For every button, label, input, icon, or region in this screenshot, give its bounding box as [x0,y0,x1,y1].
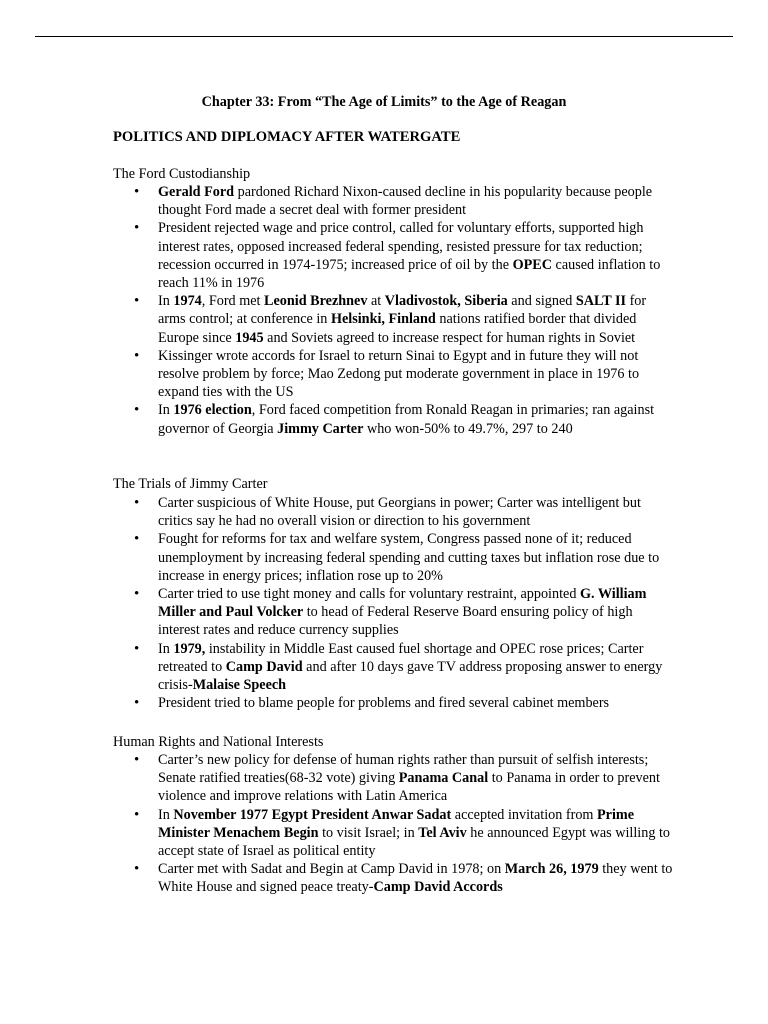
bullet-list-human-rights [113,751,673,897]
bullet-item [113,751,673,806]
bold-text: Jimmy Carter [277,420,364,437]
bullet-item [113,219,673,292]
bold-text: 1974 [173,293,202,310]
body-text: Carter met with Sadat and Begin at Camp David in 1978; on [158,861,505,878]
body-text: he announced Egypt was willing to accept state of Israel as political entity [158,824,671,860]
bold-text: Panama Canal [398,770,489,787]
bold-text: Helsinki, Finland [330,311,436,328]
body-text: and signed [507,293,576,310]
body-text: at [367,293,385,310]
body-text: Carter tried to use tight money and calls for voluntary restraint, appointed [158,586,580,603]
body-text: to Panama in order to prevent violence and improve relations with Latin America [158,770,660,805]
bold-text: Camp David [225,658,303,675]
bold-text: 1945 [235,329,264,346]
body-text: to visit Israel; in [318,824,419,841]
bold-text: Leonid Brezhnev [264,293,368,310]
body-text: In [158,806,174,823]
bullet-item [113,640,673,695]
bullet-item [113,494,673,530]
bold-text: Camp David Accords [373,879,503,896]
subsection-heading-carter: The Trials of Jimmy Carter [113,476,268,492]
body-text: In [158,640,174,657]
body-text: In [158,293,174,310]
bullet-list-carter [113,494,673,712]
bullet-item [113,292,673,347]
body-text: they went to White House and signed peace treaty- [158,861,673,896]
bullet-item [113,585,673,640]
body-text: for arms control; at conference in [158,293,647,328]
subsection-heading-ford: The Ford Custodianship [113,166,251,182]
body-text: Fought for reforms for tax and welfare system, Congress passed none of it; reduced unemployment by increasing federal spending and cutting taxes but inflation rose due to increase in energy prices; inflation rose up to 20% [158,531,660,584]
body-text: , Ford faced competition from Ronald Reagan in primaries; ran against governor of Georgia [158,402,655,437]
bullet-item [113,401,673,437]
body-text: Carter suspicious of White House, put Georgians in power; Carter was intelligent but critics say he had no overall vision or direction to his government [158,495,641,530]
body-text: and after 10 days gave TV address proposing answer to energy crisis- [158,658,663,694]
chapter-title: Chapter 33: From “The Age of Limits” to the Age of Reagan [201,94,567,110]
bullet-list-ford [113,183,673,438]
bold-text: March 26, 1979 [504,861,599,878]
bullet-item [113,694,673,712]
bold-text: Gerald Ford [158,184,235,200]
body-text: , Ford met [201,293,265,310]
bold-text: Vladivostok, Siberia [384,293,508,310]
bullet-item [113,806,673,861]
bold-text: 1979, [173,640,206,657]
body-text: pardoned Richard Nixon-caused decline in his popularity because people thought Ford made a secret deal with former president [158,184,653,219]
body-text: nations ratified border that divided Europe since [158,311,637,346]
body-text: Kissinger wrote accords for Israel to return Sinai to Egypt and in future they will not resolve problem by force; Mao Zedong put moderate government in place in 1976 to expand ties with the US [158,347,640,401]
bold-text: OPEC [512,256,552,273]
body-text: Carter’s new policy for defense of human rights rather than pursuit of selfish interests; Senate ratified treaties(68-32 vote) giving [158,752,649,787]
header-rule [35,36,733,37]
bold-text: G. William Miller and Paul Volcker [158,586,647,621]
bold-text: November 1977 Egypt President Anwar Sadat [173,806,452,823]
body-text: In [158,402,174,419]
body-text: and Soviets agreed to increase respect for human rights in Soviet [263,329,636,346]
bold-text: Tel Aviv [418,824,467,841]
bullet-item [113,860,673,896]
body-text: President rejected wage and price control, called for voluntary efforts, supported high interest rates, opposed increased federal spending, resisted pressure for tax reduction; recession occurred in 1974-1975; increased price of oil by the [158,220,644,273]
bullet-item [113,347,673,402]
body-text: caused inflation to reach 11% in 1976 [158,256,661,292]
subsection-heading-human-rights: Human Rights and National Interests [113,734,324,750]
section-title: POLITICS AND DIPLOMACY AFTER WATERGATE [113,129,461,145]
body-text: who won-50% to 49.7%, 297 to 240 [363,420,573,437]
body-text: to head of Federal Reserve Board ensuring policy of high interest rates and reduce currency supplies [158,604,633,639]
bullet-item [113,530,673,585]
bold-text: SALT II [575,293,627,310]
body-text: President tried to blame people for problems and fired several cabinet members [158,695,610,712]
bullet-item [113,183,673,219]
body-text: instability in Middle East caused fuel shortage and OPEC rose prices; Carter retreated to [158,640,644,675]
bold-text: Malaise Speech [192,677,287,694]
bold-text: Prime Minister Menachem Begin [158,806,635,841]
body-text: accepted invitation from [451,806,597,823]
bold-text: 1976 election [173,402,252,419]
